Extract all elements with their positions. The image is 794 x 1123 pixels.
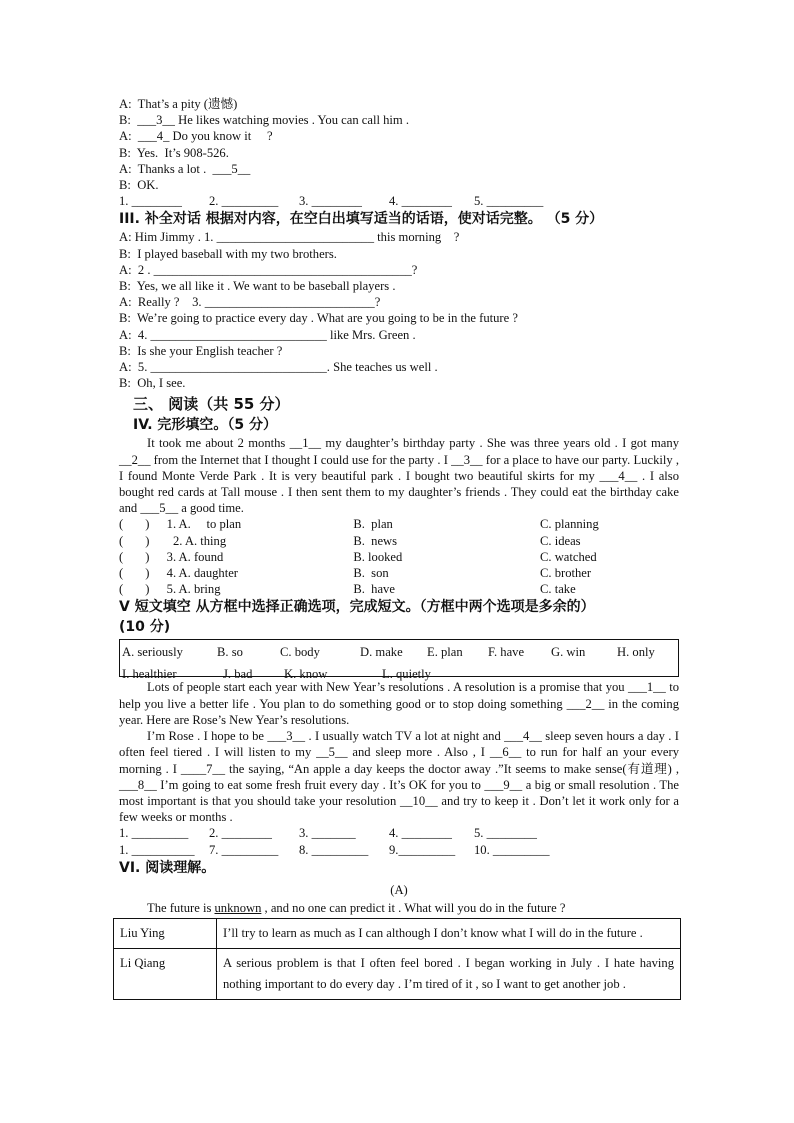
option-row [119, 581, 679, 597]
answer-blanks [119, 193, 679, 209]
section-title: III. 补全对话 根据对内容，在空白出填写适当的话语，使对话完整。 （5 分） [119, 211, 604, 228]
dialog-line: A: Really ? 3. ___________________________? [119, 295, 381, 310]
answer-blank[interactable]: 5. ________ [474, 826, 537, 841]
dialog-line: A: That’s a pity (遗憾) [119, 97, 238, 111]
option-row [119, 565, 679, 581]
intro-text: The future is [147, 900, 215, 915]
answer-blank[interactable]: 3. _______ [299, 826, 356, 841]
answer-blank[interactable]: 1. __________ [119, 842, 195, 857]
underlined-word: unknown [214, 900, 262, 915]
passage-paragraph: Lots of people start each year with New Year’s resolutions . A resolution is a promise that you ___1__ to help you live a better life . You plan to do something good or to stop doing something ___2__ in the coming year. Here are Rose’s New Year’s resolutions. [119, 680, 679, 727]
answer-paren[interactable]: ( ) [119, 549, 150, 564]
option-a: 3. A. found [166, 549, 224, 564]
worksheet-page [119, 96, 679, 1000]
option-b: B. have [353, 582, 395, 597]
answer-blank[interactable]: 3. ________ [299, 194, 362, 209]
option-a: 2. A. thing [166, 533, 227, 548]
word-option: E. plan [427, 645, 463, 660]
word-option: L. quietly [382, 667, 431, 682]
answer-blank[interactable]: 10. _________ [474, 842, 550, 857]
reading-intro [119, 900, 679, 916]
option-b: B. son [353, 566, 389, 581]
answer-blank[interactable]: 5. _________ [474, 194, 544, 209]
table-row [114, 919, 681, 949]
word-option: B. so [217, 645, 243, 660]
option-c: C. ideas [540, 533, 581, 548]
cloze-passage: It took me about 2 months __1__ my daughter’s birthday party . She was three years old . I got many __2__ from the Internet that I thought I could use for the party . I __3__ for a place to have our party. Luckily , I found Monte Verde Park . It is very beautiful park . I bought two beautiful skirts for my ___4__ . I also bought red cards at Tall mouse . I then sent them to my daughter’s friends . They could eat the birthday cake and ___5__ a good time. [119, 436, 679, 516]
option-c: C. watched [540, 549, 597, 564]
person-statement: A serious problem is that I often feel bored . I began working in July . I hate having nothing important to do every day . I’m tired of it , so I want to get another job . [217, 949, 681, 1000]
dialog-line: A: Thanks a lot . ___5__ [119, 161, 251, 176]
word-option: K. know [284, 667, 328, 682]
answer-blank[interactable]: 2. _________ [209, 194, 279, 209]
answer-paren[interactable]: ( ) [119, 533, 150, 548]
section-title: V 短文填空 从方框中选择正确选项，完成短文。（方框中两个选项是多余的） [119, 599, 595, 616]
reading-heading: 三、 阅读（共 55 分） [133, 395, 290, 414]
answer-blank[interactable]: 4. ________ [389, 194, 452, 209]
answer-blank[interactable]: 4. ________ [389, 826, 452, 841]
word-option: F. have [488, 645, 525, 660]
dialog-section-3 [119, 229, 679, 391]
word-option: A. seriously [122, 645, 183, 660]
answer-blanks [119, 842, 679, 858]
section-title: VI. 阅读理解。 [119, 859, 216, 876]
word-option: H. only [617, 645, 655, 660]
option-row [119, 549, 679, 565]
option-c: C. take [540, 582, 576, 597]
dialog-line: A: 2 . _________________________________________? [119, 262, 418, 277]
person-name: Liu Ying [114, 919, 217, 949]
person-statement: I’ll try to learn as much as I can although I don’t know what I will do in the future . [217, 919, 681, 949]
option-row [119, 533, 679, 549]
word-option: J. bad [223, 667, 253, 682]
dialog-line: B: Oh, I see. [119, 376, 186, 391]
table-row [114, 949, 681, 1000]
word-option: G. win [551, 645, 586, 660]
dialog-line: B: OK. [119, 178, 159, 193]
dialog-line: B: Is she your English teacher ? [119, 343, 283, 358]
dialog-line: A: 4. ____________________________ like Mrs. Green . [119, 327, 416, 342]
option-c: C. brother [540, 566, 592, 581]
word-bank [119, 639, 679, 682]
answer-blank[interactable]: 8. _________ [299, 842, 369, 857]
cloze-options [119, 516, 679, 597]
option-c: C. planning [540, 517, 599, 532]
word-option: I. healthier [122, 667, 177, 682]
cloze-title: IV. 完形填空。（5 分） [133, 417, 278, 434]
option-a: 1. A. to plan [166, 517, 242, 532]
option-b: B. looked [353, 549, 403, 564]
passage-paragraph: I’m Rose . I hope to be ___3__ . I usually watch TV a lot at night and ___4__ sleep seven hours a day . I often feel tiered . I will listen to my __5__ and sleep more . Also , I __6__ to run for half an your every morning . I ____7__ the saying, “An apple a day keeps the doctor away .”It seems to make sense(有道理) , ___8__ I’m going to eat some fresh fruit every day . It’s OK for you to ___9__ a big or small resolution . The most important is that you should take your resolution __10__ and try to keep it . Don’t let it work only for a few weeks or months . [119, 729, 679, 825]
dialog-line: A: Him Jimmy . 1. _________________________ this morning ? [119, 230, 460, 245]
dialog-line: B: I played baseball with my two brothers. [119, 246, 337, 261]
dialog-line: A: 5. ____________________________. She teaches us well . [119, 360, 438, 375]
option-b: B. news [353, 533, 398, 548]
option-a: 5. A. bring [166, 582, 221, 597]
answer-paren[interactable]: ( ) [119, 566, 150, 581]
answer-blank[interactable]: 9._________ [389, 842, 456, 857]
section-score: (10 分) [119, 619, 171, 636]
person-name: Li Qiang [114, 949, 217, 1000]
intro-text: , and no one can predict it . What will you do in the future ? [261, 900, 566, 915]
option-a: 4. A. daughter [166, 566, 239, 581]
dialog-line: B: Yes. It’s 908-526. [119, 145, 229, 160]
answer-blank[interactable]: 2. ________ [209, 826, 272, 841]
dialog-line: B: We’re going to practice every day . What are you going to be in the future ? [119, 311, 518, 326]
answer-paren[interactable]: ( ) [119, 582, 150, 597]
option-row [119, 516, 679, 532]
answer-blank[interactable]: 1. _________ [119, 826, 189, 841]
dialog-continued [119, 96, 679, 209]
dialog-line: A: ___4_ Do you know it ? [119, 129, 273, 144]
part-label: (A) [390, 882, 408, 897]
option-b: B. plan [353, 517, 393, 532]
dialog-line: B: Yes, we all like it . We want to be baseball players . [119, 279, 396, 294]
word-option: C. body [280, 645, 320, 660]
answer-blanks [119, 825, 679, 841]
answer-blank[interactable]: 1. ________ [119, 194, 182, 209]
dialog-line: B: ___3__ He likes watching movies . You can call him . [119, 113, 409, 128]
word-option: D. make [360, 645, 403, 660]
reading-table [113, 918, 681, 1000]
answer-paren[interactable]: ( ) [119, 517, 150, 532]
answer-blank[interactable]: 7. _________ [209, 842, 279, 857]
